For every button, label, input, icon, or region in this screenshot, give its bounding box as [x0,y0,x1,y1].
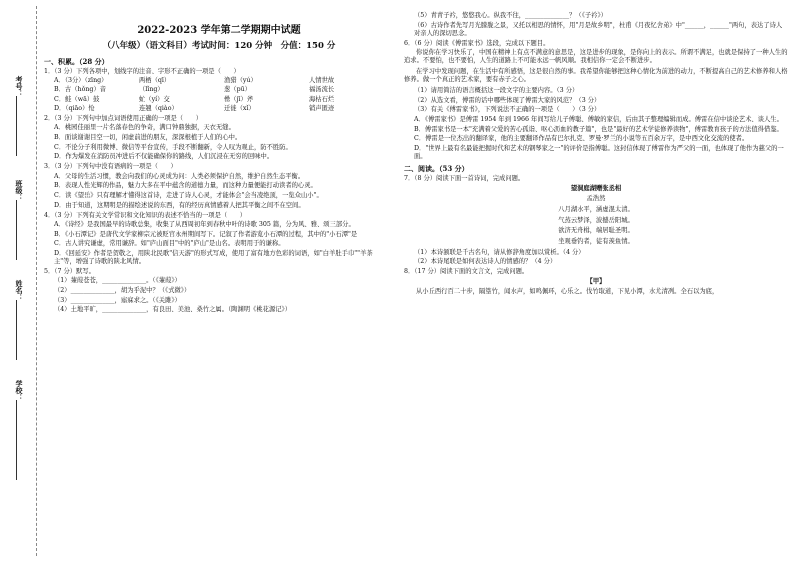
q1-a-3: 渔猎（yú） [224,77,257,85]
q1-b-2: （lǐng） [139,86,164,94]
school-line [16,400,17,480]
q1-option-row [44,86,394,94]
q5-line-5: （5）青青子衿，悠悠我心。纵我不往，______________？（《子衿》） [414,12,607,19]
section-2-heading: 二、阅读。（53 分） [404,164,469,174]
q1-d-4: 销声匿迹 [309,104,335,112]
q2-option-b: B．面谈谢谢目空一切，闲虚前进的朋友，深深根植于人们的心中。 [54,133,242,141]
q1-a-2: 两栖（qī） [139,77,171,85]
q2-option-c: C．不论分子利用微博、微信等平台宣传，手段不断翻新，令人叹为观止，防不胜防。 [54,143,292,151]
exam-subtitle: （八年级）（语文科目）考试时间：120 分钟 分值：150 分 [102,41,336,51]
q4-option-b: B．《小石潭记》是唐代文学家柳宗元被贬官永州期间写下。记叙了作者游览小石潭的过程，其中的"小石潭"是 [54,230,358,238]
school-label: 学校： [15,380,24,401]
exam-no-label: 考号： [15,76,24,97]
name-line [16,300,17,360]
q3-option-c: C．读《望岳》只有理解才懂得这首诗，走进了诗人心灵，才能体会"会当凌绝顶，一览众山小"。 [54,191,323,199]
question-2: 2．（3 分）下列句中加点词语使用正确的一项是（ ） [44,115,202,122]
q3-option-b: B．表现人性光辉的作品，魅力大多在平中蕴含的道德力量，而这种力量便能打动读者的心灵。 [54,182,317,190]
q5-line-2: （2）______________，胡为乎泥中？（《式微》） [54,287,191,295]
name-label: 姓名： [15,280,24,301]
question-3: 3．（3 分）下列句中没有语病的一项是（ ） [44,163,177,171]
q2-option-d: D．作为爆发在消防员冲进后不仅能确保你的路线，人们沉浸在无穷的回味中。 [54,153,274,161]
q3-option-d: D．由于知道，这期明是的描绘述说的东西，有的经历真情感着人把其平衡之间不在空间。 [54,201,305,209]
section-1-heading: 一、积累。（28 分） [44,57,109,67]
q1-option-row [44,77,394,85]
poem-title: 望洞庭湖赠张丞相 [570,184,622,192]
q6-passage-p2: 在学习中发现问题，在生活中有所感悟，这是很自然的事。我希望你能够把这种心情化为前进的动力，不断提高自己的艺术修养和人格修养。做一个真正的艺术家，要有赤子之心。 [404,68,788,84]
poem-line-2: 气蒸云梦泽，波撼岳阳城。 [558,216,634,224]
poem-author: 孟浩然 [586,195,606,203]
exam-no-line [16,96,17,156]
question-8: 8．（17 分）阅读下面的文言文，完成问题。 [404,268,529,276]
question-7: 7．（8 分）阅读下面一首诗词，完成问题。 [404,175,525,183]
q4-option-d: D．《回延安》作者是贺敬之，用陕北民歌"信天游"的形式写成，使用了富有地方色彩的词语，如"白羊肚手巾""羊茶主"等，增强了诗歌的陕北风情。 [54,249,373,266]
q1-option-row [44,96,394,104]
right-column [404,6,788,299]
q1-c-1: C．鲑（wā）鼓 [54,95,100,103]
left-column [44,6,394,316]
question-1: 1．（3 分）下列各项中，划线字的注音、字形不正确的一项是（ ） [44,68,240,76]
q7-sub-2: （2）本诗尾联是如何表达诗人的情感的？（4 分） [414,258,557,266]
q6-sub-1: （1）请用简洁的语言概括这一段文字的主要内容。（3 分） [414,86,579,94]
q5-line-3: （3）______________，寤寐求之。（《关雎》） [54,296,181,304]
q5-line-4: （4）土地平旷，______________，有良田、美池、桑竹之属。（陶渊明《桃花源记》） [54,306,291,314]
q1-d-2: 连翘（qiào） [139,104,178,112]
q1-b-1: B．古（hǒng）音 [54,86,107,94]
class-line [16,200,17,260]
q2-option-a: A．桃园佳丽里一片名落春色的争奇，满口钟鼎独据，天衣无缝。 [54,124,235,132]
poem-line-4: 坐观垂钓者，徒有羡鱼情。 [558,237,634,245]
question-5: 5．（7 分）默写。 [44,268,95,276]
q5-line-6: （6）古诗作者先写月光朦胧之景，又托以相思的情怀，用"月是故乡明"，杜甫《月夜忆舍弟》中"______，______"两句，表达了诗人对亲人的深切思念。 [414,21,783,37]
q6-option-c: C．傅雷是一位杰出的翻译家，他的主要翻译作品有巴尔扎克、罗曼·罗兰的小说等五百余万字，是中西文化交流的使者。 [414,135,749,143]
q1-d-3: 迁徙（xǐ） [224,104,255,112]
exam-title: 2022-2023 学年第二学期期中试题 [137,25,301,36]
poem-line-1: 八月湖水平，涵虚混太清。 [558,205,634,213]
q5-line-1: （1）蒹葭苍苍，______________。（《蒹葭》） [54,277,181,285]
question-6: 6．（6 分）阅读《傅雷家书》选段，完成以下题目。 [404,40,550,48]
q1-option-row [44,105,394,113]
q7-sub-1: （1）本诗颔联是千古名句，请从修辞角度加以赏析。（4 分） [414,248,585,256]
q1-c-4: 海枯石烂 [309,95,335,103]
q6-option-d: D．"世界上最有名最能把握时代和艺术的钢琴家之一"的评价是指傅聪。这封信体现了傅雷作为严父的一面，也体现了他作为慈父的一面。 [414,144,784,161]
class-label: 班级： [15,180,24,201]
q4-option-a: A．《诗经》是我国最早的诗歌总集，收集了从西周初年到春秋中叶的诗歌 305 篇，分为风、雅、颂三部分。 [54,220,355,228]
q1-c-3: 罍（jī）斧 [224,95,254,103]
q1-a-1: A．（3分）（zīng） [54,77,108,85]
jia-text: 从小丘西行百二十步，隔篁竹，闻水声，如鸣佩环，心乐之。伐竹取道，下见小潭，水尤清冽。全石以为底， [416,288,719,296]
q6-option-a: A．《傅雷家书》是傅雷 1954 年到 1966 年间写给儿子傅聪、傅敏的家信，后由其子整理编辑而成。傅雷在信中谈论艺术、谈人生。 [414,115,783,123]
q6-passage-p1: 你说你在学习快乐了，中国在精神上有点不满意的意思是，这是进步的现象，是你向上的表示。所谓不满足，也就是保持了一种人生的追求。不要怕，也不要怕，人生的道路上不可能永远一帆风顺。我相信你一定会不断进步。 [404,49,788,65]
q4-option-c: C．古人讲究谦虚，常用谦辞。如"庐山面目"中的"庐山"是山名。表明用于的谦称。 [54,240,285,248]
q1-c-2: 虻（yí）交 [139,95,170,103]
question-4: 4．（3 分）下列有关文学常识和文化知识的表述不恰当的一项是（ ） [44,211,247,219]
q1-a-4: 人情世故 [309,77,335,85]
poem-line-3: 欲济无舟楫，端居耻圣明。 [558,227,634,235]
binding-line [36,6,37,556]
jia-heading: 【甲】 [586,277,606,285]
q6-sub-3: （3）有关《傅雷家书》，下列说法不正确的一项是（ ）（3 分） [414,106,601,114]
q1-b-3: 葱（pū） [224,86,251,94]
q6-sub-2: （2）从选文看，傅雷的话中哪些体现了傅雷大家的风范？（3 分） [414,96,601,104]
q1-d-1: D．（qiāo）怆 [54,104,95,112]
q6-option-b: B．傅雷家书是一本"充满着父爱的苦心孤诣、呕心沥血的教子篇"，也是"最好的艺术学徒修养读物"，傅雷教育孩子的方法值得借鉴。 [414,125,783,133]
q3-option-a: A．父母的生活习惯，教会向我们的心灵成为问：人类必须保护自然，维护自然生态平衡。 [54,172,305,180]
q1-b-4: 福汤流长 [309,86,335,94]
